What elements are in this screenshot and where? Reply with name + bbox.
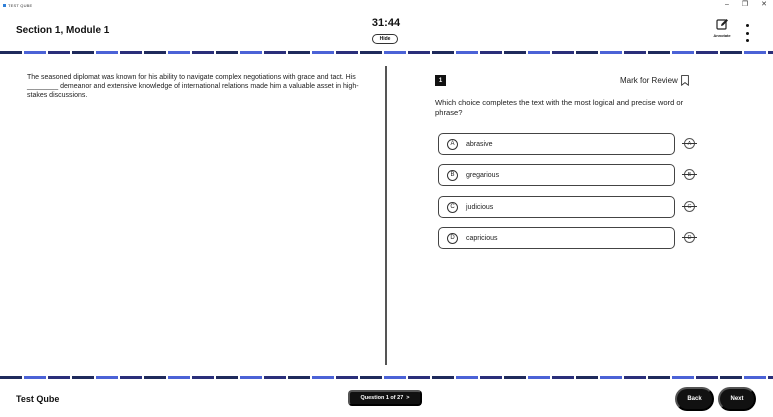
exam-header (0, 10, 773, 50)
choice-letter: A (447, 139, 458, 150)
question-navigator-button[interactable] (348, 390, 422, 406)
strikethrough-icon (682, 206, 697, 207)
strikethrough-icon (682, 174, 697, 175)
pane-resize-divider[interactable] (385, 66, 387, 365)
choice-letter: B (447, 170, 458, 181)
strike-choice-c-button[interactable] (682, 200, 697, 215)
maximize-button[interactable]: ❐ (741, 1, 749, 8)
choice-letter: D (447, 233, 458, 244)
strike-choice-a-button[interactable] (682, 137, 697, 152)
answer-choice-a[interactable] (438, 133, 675, 155)
question-prompt: Which choice completes the text with the most logical and precise word or phrase? (435, 98, 684, 117)
answer-choice-b[interactable] (438, 164, 675, 186)
strike-choice-b-button[interactable] (682, 168, 697, 183)
choice-letter: C (447, 202, 458, 213)
strike-choice-d-button[interactable] (682, 231, 697, 246)
annotate-button[interactable] (707, 18, 737, 38)
pencil-icon (716, 18, 729, 31)
footer-brand: Test Qube (16, 394, 60, 404)
strikethrough-icon (682, 143, 697, 144)
annotate-label: Annotate (713, 33, 731, 38)
window-controls (725, 1, 767, 8)
timer: 31:44 (371, 17, 401, 29)
choice-text: capricious (466, 234, 498, 242)
footer-divider (0, 376, 773, 379)
bookmark-icon (681, 75, 689, 86)
question-navigator-label: Question 1 of 27 (360, 395, 404, 401)
header-divider (0, 51, 773, 54)
minimize-button[interactable]: – (724, 1, 729, 8)
choice-text: gregarious (466, 171, 500, 179)
question-number-badge: 1 (435, 75, 446, 86)
mark-for-review-toggle[interactable] (620, 75, 689, 86)
window-titlebar (0, 0, 773, 10)
back-button[interactable]: Back (675, 387, 714, 411)
choice-text: abrasive (466, 140, 493, 148)
app-name: TEST QUBE (8, 2, 33, 8)
close-button[interactable]: ✕ (761, 1, 767, 8)
hide-timer-button[interactable]: Hide (372, 34, 398, 44)
answer-choice-d[interactable] (438, 227, 675, 249)
chevron-right-icon: > (406, 395, 410, 401)
mark-for-review-label: Mark for Review (620, 76, 678, 85)
app-tag (3, 3, 32, 8)
passage-text: The seasoned diplomat was known for his ability to navigate complex negotiations with grace and tact. His ________ demeanor and extensive knowledge of international relations made him a valuable asset in high-stakes discussions. (27, 74, 359, 99)
next-button[interactable]: Next (718, 387, 756, 411)
strikethrough-icon (682, 237, 697, 238)
app-logo-icon (3, 4, 6, 7)
more-options-icon[interactable] (744, 24, 750, 42)
section-title: Section 1, Module 1 (16, 25, 110, 36)
answer-choice-c[interactable] (438, 196, 675, 218)
choice-text: judicious (466, 203, 494, 211)
